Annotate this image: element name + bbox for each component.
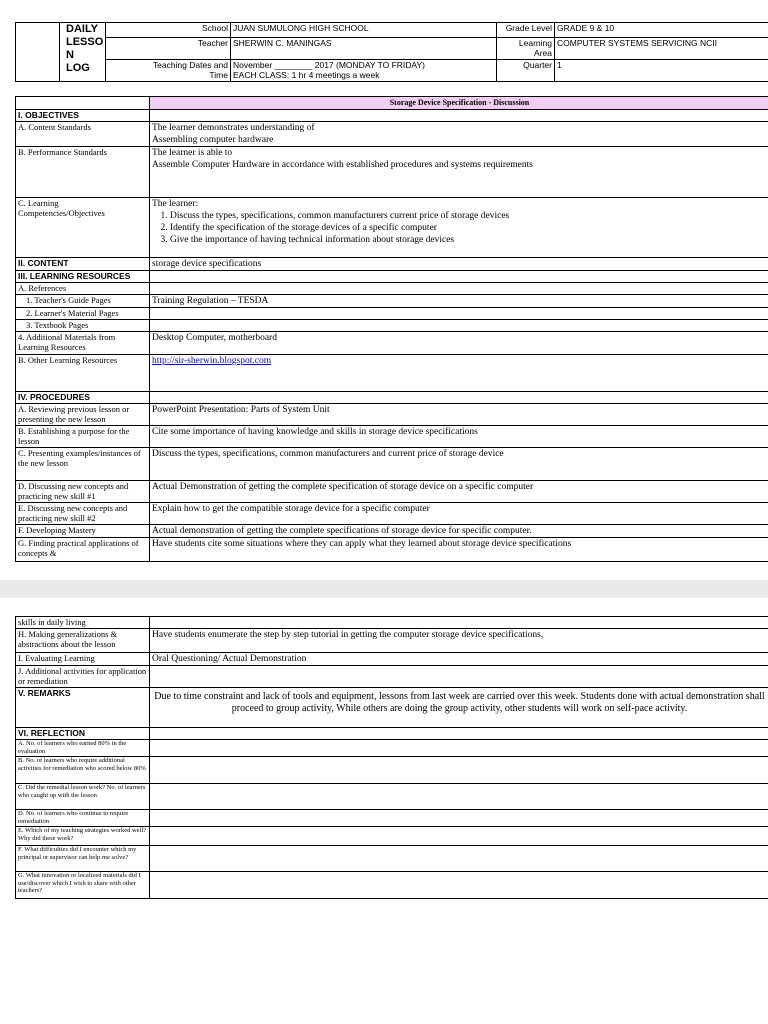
header-table	[15, 22, 768, 82]
procedure-f-label: F. Developing Mastery	[16, 525, 150, 538]
other-resources-cell	[150, 355, 768, 392]
procedure-c-label: C. Presenting examples/instances of the new lesson	[16, 448, 150, 481]
topic-blank	[16, 97, 150, 110]
procedure-b-value: Cite some importance of having knowledge and skills in storage device specifications	[150, 426, 768, 448]
additional-materials-value: Desktop Computer, motherboard	[150, 332, 768, 355]
competency-item: 2. Identify the specification of the storage devices of a specific computer	[170, 222, 767, 234]
reflection-c-label: C. Did the remedial lesson work? No. of learners who caught up with the lesson	[16, 784, 150, 810]
procedure-e-label: E. Discussing new concepts and practicing new skill #2	[16, 503, 150, 525]
procedure-i-label: I. Evaluating Learning	[16, 653, 150, 666]
performance-standards-value: The learner is able to Assemble Computer Hardware in accordance with established procedures and systems requirements	[150, 147, 768, 198]
teachers-guide-label: 1. Teacher's Guide Pages	[16, 295, 150, 308]
content-standards-value: The learner demonstrates understanding of Assembling computer hardware	[150, 122, 768, 147]
remarks-heading: V. REMARKS	[16, 688, 150, 728]
reflection-b-label: B. No. of learners who require additional activities for remediation who scored below 80%	[16, 757, 150, 784]
procedure-j-label: J. Additional activities for application or remediation	[16, 666, 150, 688]
procedure-f-value: Actual demonstration of getting the complete specifications of storage device for specific computer.	[150, 525, 768, 538]
blog-link[interactable]: http://sir-sherwin.blogspot.com	[152, 356, 272, 366]
procedure-b-label: B. Establishing a purpose for the lesson	[16, 426, 150, 448]
content-standards-label: A. Content Standards	[16, 122, 150, 147]
quarter-value: 1	[555, 60, 768, 82]
reflection-f-label: F. What difficulties did I encounter which my principal or supervisor can help me solve?	[16, 846, 150, 872]
procedure-g-continued: skills in daily living	[16, 617, 150, 629]
procedure-e-value: Explain how to get the compatible storage device for a specific computer	[150, 503, 768, 525]
learning-area-value: COMPUTER SYSTEMS SERVICING NCII	[555, 38, 768, 60]
dates-label: Teaching Dates and Time	[106, 60, 231, 82]
dll-title: DAILY LESSO N LOG	[60, 23, 106, 82]
lesson-table-page-2	[15, 616, 768, 899]
page-2	[0, 598, 768, 1024]
procedure-h-value: Have students enumerate the step by step tutorial in getting the computer storage device specifications,	[150, 629, 768, 653]
remarks-text: Due to time constraint and lack of tools and equipment, lessons from last week are carried over this week. Students done with actual demonstration shall proceed to group activity, While others are doing the group activity, other students will work on self-pace activity.	[150, 688, 768, 728]
additional-materials-label: 4. Additional Materials from Learning Resources	[16, 332, 150, 355]
school-value: JUAN SUMULONG HIGH SCHOOL	[231, 23, 497, 38]
objectives-heading: I. OBJECTIVES	[16, 110, 150, 122]
quarter-label: Quarter	[497, 60, 555, 82]
other-resources-label: B. Other Learning Resources	[16, 355, 150, 392]
procedure-h-label: H. Making generalizations & abstractions about the lesson	[16, 629, 150, 653]
content-value: storage device specifications	[150, 258, 768, 271]
competencies-label: C. Learning Competencies/Objectives	[16, 198, 150, 258]
reflection-heading: VI. REFLECTION	[16, 728, 150, 740]
header-blank-cell	[16, 23, 60, 82]
procedure-g-value: Have students cite some situations where they can apply what they learned about storage device specifications	[150, 538, 768, 562]
grade-value: GRADE 9 & 10	[555, 23, 768, 38]
lesson-table-page-1	[15, 96, 768, 562]
references-label: A. References	[16, 283, 150, 295]
reflection-a-label: A. No. of learners who earned 80% in the evaluation	[16, 740, 150, 757]
grade-label: Grade Level	[497, 23, 555, 38]
procedure-a-label: A. Reviewing previous lesson or presenting the new lesson	[16, 404, 150, 426]
competency-item: 1. Discuss the types, specifications, common manufacturers current price of storage devices	[170, 210, 767, 222]
textbook-label: 3. Textbook Pages	[16, 320, 150, 332]
procedure-i-value: Oral Questioning/ Actual Demonstration	[150, 653, 768, 666]
content-heading: II. CONTENT	[16, 258, 150, 271]
resources-heading: III. LEARNING RESOURCES	[16, 271, 150, 283]
procedure-d-label: D. Discussing new concepts and practicing new skill #1	[16, 481, 150, 503]
performance-standards-label: B. Performance Standards	[16, 147, 150, 198]
dates-value: November ________ 2017 (MONDAY TO FRIDAY) EACH CLASS: 1 hr 4 meetings a week	[231, 60, 497, 82]
reflection-d-label: D. No. of learners who continue to require remediation	[16, 810, 150, 827]
procedure-g-label: G. Finding practical applications of concepts &	[16, 538, 150, 562]
reflection-g-label: G. What innovation or localized materials did I use/discover which I wish to share with other teachers?	[16, 872, 150, 899]
school-label: School	[106, 23, 231, 38]
procedure-a-value: PowerPoint Presentation: Parts of System Unit	[150, 404, 768, 426]
competency-item: 3. Give the importance of having technical information about storage devices	[170, 234, 767, 246]
topic-title: Storage Device Specification - Discussion	[150, 97, 768, 110]
procedure-d-value: Actual Demonstration of getting the complete specification of storage device on a specific computer	[150, 481, 768, 503]
procedures-heading: IV. PROCEDURES	[16, 392, 150, 404]
teacher-value: SHERWIN C. MANINGAS	[231, 38, 497, 60]
competencies-value: The learner: 1. Discuss the types, specifications, common manufacturers current price of storage devices 2. Identify the specification of the storage devices of a specific computer 3. Give the importance of having technical information about storage devices	[150, 198, 768, 258]
teachers-guide-value: Training Regulation – TESDA	[150, 295, 768, 308]
teacher-label: Teacher	[106, 38, 231, 60]
learning-area-label: Learning Area	[497, 38, 555, 60]
procedure-c-value: Discuss the types, specifications, common manufacturers and current price of storage device	[150, 448, 768, 481]
learners-material-label: 2. Learner's Material Pages	[16, 308, 150, 320]
reflection-e-label: E. Which of my teaching strategies worked well? Why did these work?	[16, 827, 150, 846]
